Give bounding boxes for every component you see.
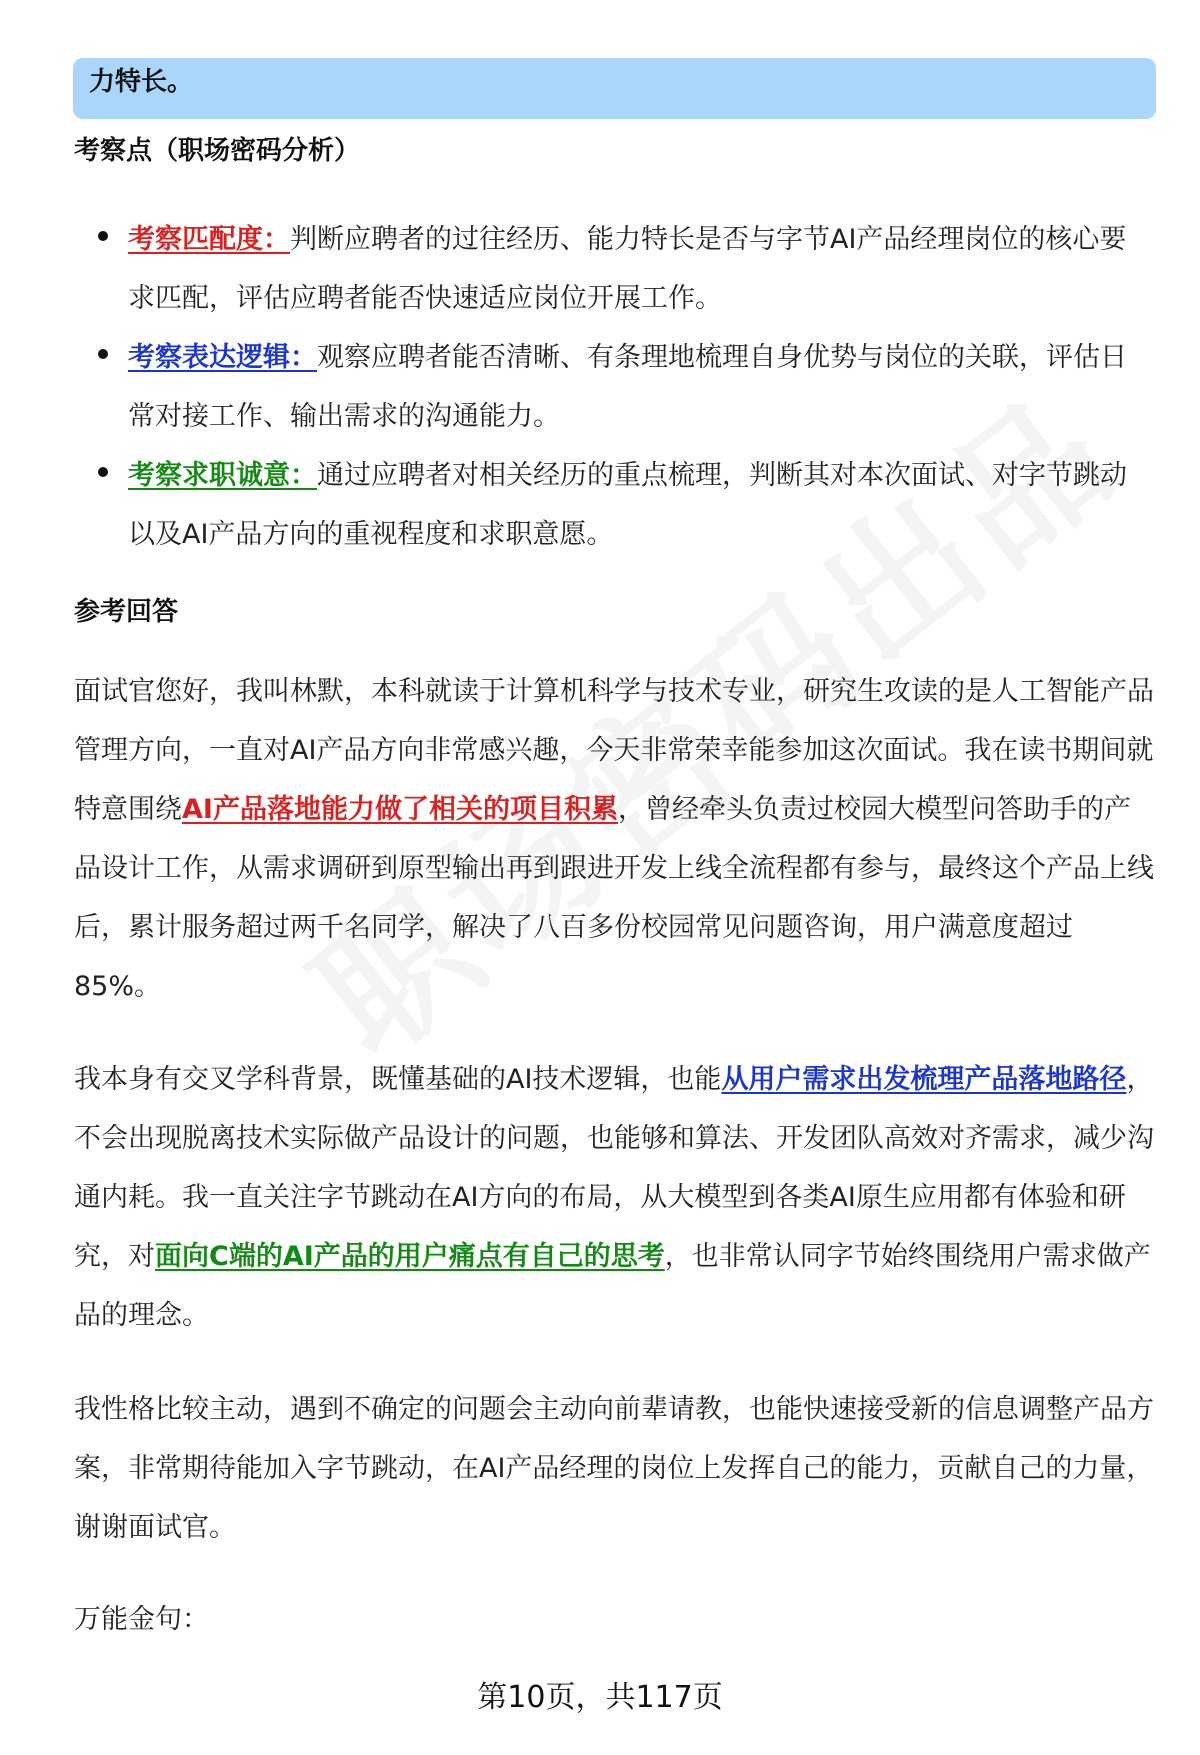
bullet-dot [98,349,108,359]
question-tail-text: 力特长。 [89,67,194,97]
page-number-footer: 第10页，共117页 [477,1680,723,1715]
bullet-dot [98,467,108,477]
examine-item-match [96,210,1146,328]
examine-label-match: 考察匹配度： [128,224,290,255]
examine-label-logic: 考察表达逻辑： [128,342,317,373]
examine-list [96,210,1146,564]
p1-text-a: 面试官您好，我叫林默，本科就读于计算机科学与技术专业，研究生攻读的是人工智能产品管理方向，一直对AI产品方向非常感兴趣，今天非常荣幸能参加这次面试。我在读书期间就特意围绕 [74,676,1154,825]
p2-highlight-1: 从用户需求出发梳理产品落地路径 [721,1064,1127,1095]
examine-item-logic [96,328,1146,446]
examine-label-sincerity: 考察求职诚意： [128,460,317,491]
examine-text-match: 判断应聘者的过往经历、能力特长是否与字节AI产品经理岗位的核心要求匹配，评估应聘者能否快速适应岗位开展工作。 [128,224,1127,314]
answer-paragraph-1 [74,662,1154,1016]
p2-highlight-2: 面向C端的AI产品的用户痛点有自己的思考 [155,1241,665,1272]
p1-highlight: AI产品落地能力做了相关的项目积累 [182,794,618,825]
answer-paragraph-4: 万能金句： [74,1604,209,1635]
answer-paragraph-2 [74,1050,1154,1345]
question-highlight-box [73,58,1156,119]
examine-item-sincerity [96,446,1146,564]
examine-text-logic: 观察应聘者能否清晰、有条理地梳理自身优势与岗位的关联，评估日常对接工作、输出需求的沟通能力。 [128,342,1127,432]
examine-heading: 考察点（职场密码分析） [74,136,361,166]
p2-text-c: ，也非常认同字节始终围绕用户需求做产品的理念。 [74,1241,1151,1331]
p2-text-a: 我本身有交叉学科背景，既懂基础的AI技术逻辑，也能 [74,1064,722,1095]
examine-text-sincerity: 通过应聘者对相关经历的重点梳理，判断其对本次面试、对字节跳动以及AI产品方向的重视程度和求职意愿。 [128,460,1127,550]
p2-text-b: ，不会出现脱离技术实际做产品设计的问题，也能够和算法、开发团队高效对齐需求，减少沟通内耗。我一直关注字节跳动在AI方向的布局，从大模型到各类AI原生应用都有体验和研究，对 [74,1064,1154,1272]
p1-text-b: ，曾经牵头负责过校园大模型问答助手的产品设计工作，从需求调研到原型输出再到跟进开发上线全流程都有参与，最终这个产品上线后，累计服务超过两千名同学，解决了八百多份校园常见问题咨询，用户满意度超过85%。 [74,794,1154,1002]
bullet-dot [98,231,108,241]
answer-paragraph-3: 我性格比较主动，遇到不确定的问题会主动向前辈请教，也能快速接受新的信息调整产品方案，非常期待能加入字节跳动，在AI产品经理的岗位上发挥自己的能力，贡献自己的力量，谢谢面试官。 [74,1394,1154,1543]
answer-heading: 参考回答 [74,597,179,627]
